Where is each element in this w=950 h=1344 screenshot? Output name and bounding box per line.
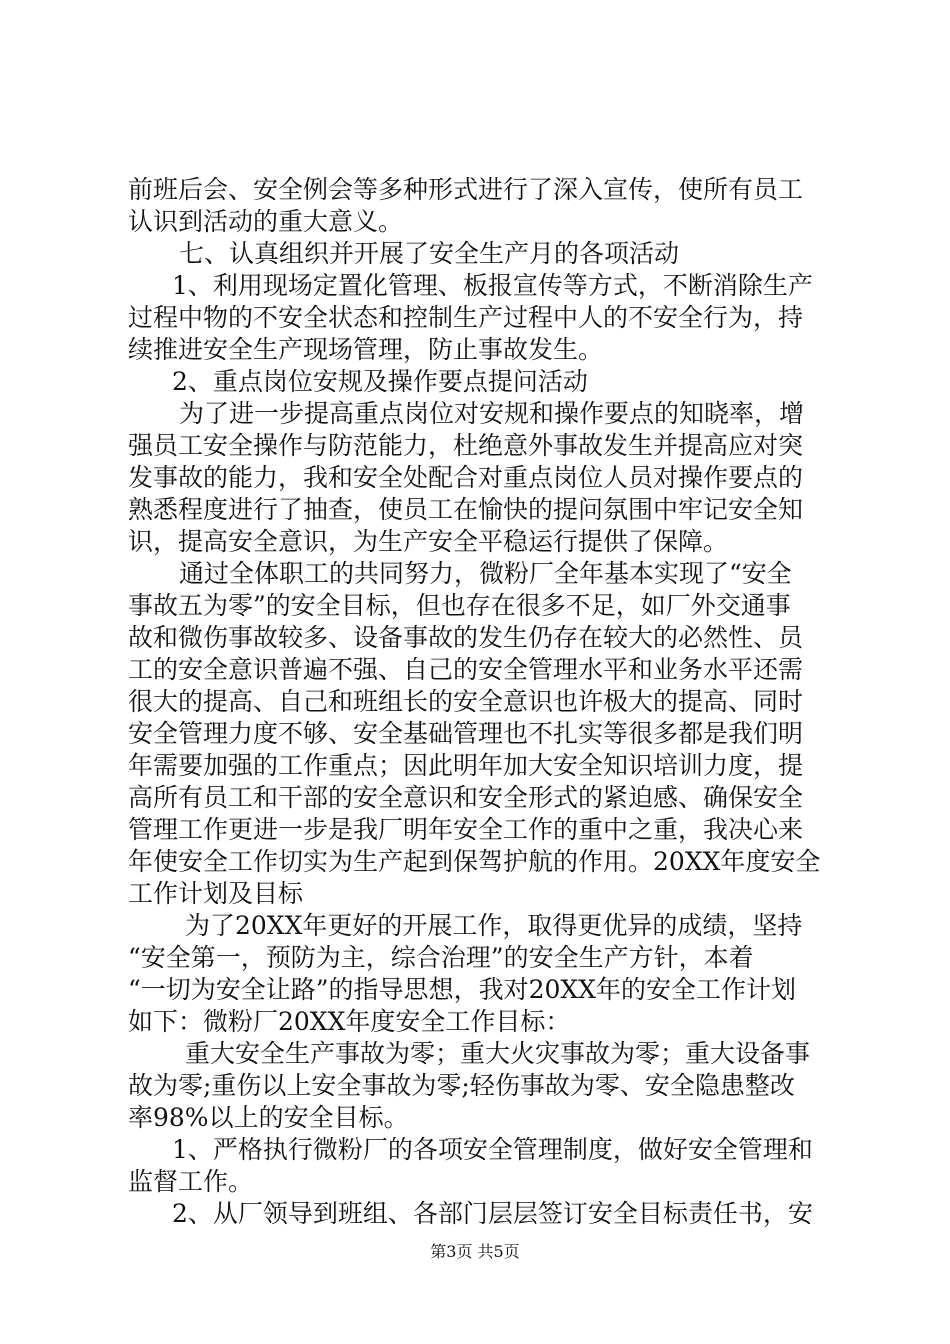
text-line: 如下：微粉厂20XX年度安全工作目标： (128, 1007, 571, 1036)
text-line: 通过全体职工的共同努力，微粉厂全年基本实现了“安全 (179, 559, 792, 588)
text-line: “安全第一，预防为主，综合治理”的安全生产方针，本着 (128, 943, 754, 972)
text-line: 事故五为零”的安全目标，但也存在很多不足，如厂外交通事 (128, 591, 791, 620)
text-line: 为了20XX年更好的开展工作，取得更优异的成绩，坚持 (185, 911, 803, 940)
text-line: 七、认真组织并开展了安全生产月的各项活动 (179, 239, 680, 268)
text-line: 前班后会、安全例会等多种形式进行了深入宣传，使所有员工 (128, 175, 804, 204)
text-line: 安全管理力度不够、安全基础管理也不扎实等很多都是我们明 (128, 719, 804, 748)
text-line: 工的安全意识普遍不强、自己的安全管理水平和业务水平还需 (128, 655, 804, 684)
text-line: 很大的提高、自己和班组长的安全意识也许极大的提高、同时 (128, 687, 804, 716)
text-line: 率98%以上的安全目标。 (128, 1103, 409, 1132)
text-line: 强员工安全操作与防范能力，杜绝意外事故发生并提高应对突 (128, 431, 804, 460)
text-line: 2、从厂领导到班组、各部门层层签订安全目标责任书，安 (172, 1199, 813, 1228)
text-line: 识，提高安全意识，为生产安全平稳运行提供了保障。 (128, 527, 729, 556)
text-line: 为了进一步提高重点岗位对安规和操作要点的知晓率，增 (179, 399, 805, 428)
text-line: 工作计划及目标 (128, 879, 304, 908)
text-line: 2、重点岗位安规及操作要点提问活动 (172, 367, 588, 396)
text-line: 故为零;重伤以上安全事故为零;轻伤事故为零、安全隐患整改 (128, 1071, 795, 1100)
text-line: 熟悉程度进行了抽查，使员工在愉快的提问氛围中牢记安全知 (128, 495, 804, 524)
text-line: “一切为安全让路”的指导思想，我对20XX年的安全工作计划 (128, 975, 796, 1004)
text-line: 监督工作。 (128, 1167, 254, 1196)
text-line: 发事故的能力，我和安全处配合对重点岗位人员对操作要点的 (128, 463, 804, 492)
text-line: 年使安全工作切实为生产起到保驾护航的作用。20XX年度安全 (128, 847, 821, 876)
text-line: 1、利用现场定置化管理、板报宣传等方式，不断消除生产 (172, 271, 813, 300)
text-line: 管理工作更进一步是我厂明年安全工作的重中之重，我决心来 (128, 815, 804, 844)
text-line: 高所有员工和干部的安全意识和安全形式的紧迫感、确保安全 (128, 783, 804, 812)
text-line: 续推进安全生产现场管理，防止事故发生。 (128, 335, 604, 364)
text-line: 认识到活动的重大意义。 (128, 207, 404, 236)
text-line: 1、严格执行微粉厂的各项安全管理制度，做好安全管理和 (172, 1135, 813, 1164)
text-line: 年需要加强的工作重点；因此明年加大安全知识培训力度，提 (128, 751, 804, 780)
text-line: 故和微伤事故较多、设备事故的发生仍存在较大的必然性、员 (128, 623, 804, 652)
text-line: 重大安全生产事故为零；重大火灾事故为零；重大设备事 (185, 1039, 811, 1068)
page-footer: 第3页 共5页 (430, 1242, 520, 1261)
text-line: 过程中物的不安全状态和控制生产过程中人的不安全行为，持 (128, 303, 804, 332)
